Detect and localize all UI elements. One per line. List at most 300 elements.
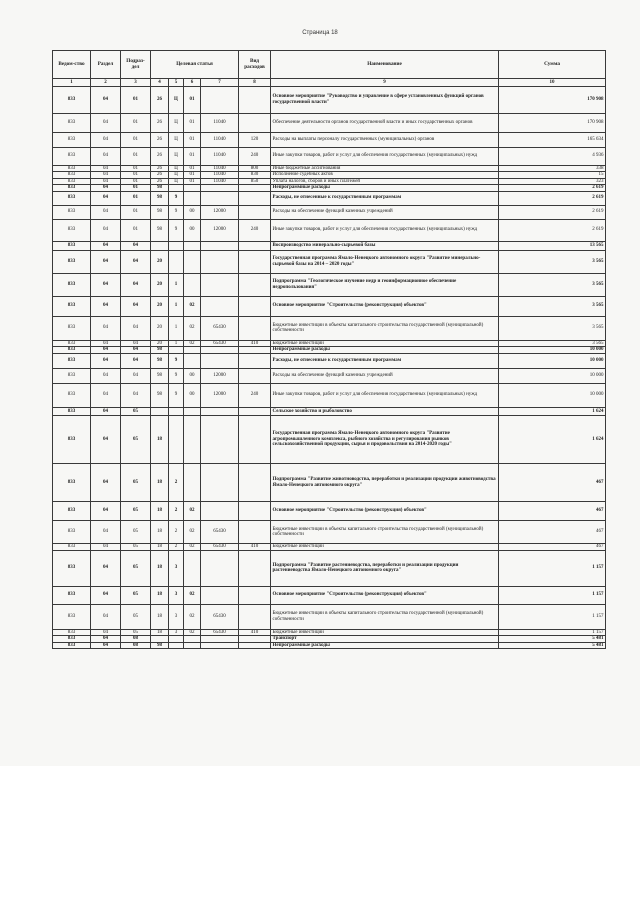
- cell-event: [184, 416, 201, 464]
- cell-vid: 410: [239, 629, 271, 636]
- cell-vid: [239, 273, 271, 296]
- cell-ved: 833: [53, 586, 91, 604]
- cell-name: Бюджетные инвестиции в объекты капитального строительства государственной (муниципальной) собственности: [271, 604, 499, 629]
- col-number: 1: [53, 79, 91, 87]
- cell-direction: [201, 642, 239, 649]
- cell-razdel: 04: [91, 241, 121, 250]
- cell-sum: 467: [499, 521, 606, 544]
- cell-sum: 2 619: [499, 219, 606, 241]
- cell-direction: [201, 273, 239, 296]
- cell-sum: 3 565: [499, 250, 606, 273]
- budget-table: [52, 50, 606, 649]
- cell-subprogram: 1: [169, 296, 184, 316]
- cell-ved: 833: [53, 368, 91, 383]
- cell-vid: [239, 604, 271, 629]
- cell-razdel: 04: [91, 383, 121, 407]
- cell-event: [184, 273, 201, 296]
- cell-razdel: 04: [91, 165, 121, 172]
- table-row: [53, 219, 606, 241]
- cell-name: Обеспечение деятельности органов государственной власти и иных государственных органов: [271, 113, 499, 132]
- cell-vid: 120: [239, 132, 271, 147]
- table-row: [53, 383, 606, 407]
- col-number: 10: [499, 79, 606, 87]
- cell-event: 00: [184, 383, 201, 407]
- cell-name: Бюджетные инвестиции в объекты капитального строительства государственной (муниципальной) собственности: [271, 316, 499, 340]
- cell-event: 02: [184, 544, 201, 551]
- cell-name: Основное мероприятие "Строительство (реконструкция) объектов": [271, 586, 499, 604]
- cell-razdel: 04: [91, 185, 121, 192]
- cell-sum: 323: [499, 178, 606, 185]
- cell-event: 02: [184, 502, 201, 521]
- cell-program: 98: [151, 642, 169, 649]
- table-row: [53, 273, 606, 296]
- cell-razdel: 04: [91, 172, 121, 179]
- cell-podrazdel: 05: [121, 502, 151, 521]
- cell-ved: 833: [53, 205, 91, 219]
- cell-ved: 833: [53, 241, 91, 250]
- cell-sum: 170 908: [499, 113, 606, 132]
- header-sum: Сумма: [499, 51, 606, 79]
- cell-ved: 833: [53, 636, 91, 643]
- cell-subprogram: 2: [169, 544, 184, 551]
- cell-event: [184, 191, 201, 205]
- cell-sum: 4 936: [499, 147, 606, 165]
- cell-event: 01: [184, 113, 201, 132]
- cell-event: [184, 464, 201, 502]
- cell-podrazdel: 05: [121, 544, 151, 551]
- cell-vid: 850: [239, 178, 271, 185]
- cell-direction: 11040: [201, 165, 239, 172]
- cell-program: 18: [151, 521, 169, 544]
- cell-razdel: 04: [91, 340, 121, 347]
- cell-subprogram: 1: [169, 340, 184, 347]
- cell-podrazdel: 05: [121, 604, 151, 629]
- cell-event: 00: [184, 205, 201, 219]
- cell-ved: 833: [53, 316, 91, 340]
- table-row: [53, 407, 606, 416]
- table-row: [53, 316, 606, 340]
- cell-sum: 467: [499, 464, 606, 502]
- cell-subprogram: Ц: [169, 172, 184, 179]
- cell-podrazdel: 01: [121, 178, 151, 185]
- table-row: [53, 191, 606, 205]
- cell-name: Государственная программа Ямало-Ненецкого автономного округа "Развитие минерально-сырьевой базы на 2014 – 2020 годы": [271, 250, 499, 273]
- cell-podrazdel: 01: [121, 132, 151, 147]
- cell-podrazdel: 01: [121, 185, 151, 192]
- cell-subprogram: 2: [169, 464, 184, 502]
- cell-direction: [201, 502, 239, 521]
- cell-name: Бюджетные инвестиции: [271, 340, 499, 347]
- cell-event: 01: [184, 147, 201, 165]
- cell-name: Бюджетные инвестиции: [271, 629, 499, 636]
- cell-vid: 240: [239, 219, 271, 241]
- cell-podrazdel: 05: [121, 550, 151, 586]
- cell-program: [151, 241, 169, 250]
- cell-sum: 3 565: [499, 296, 606, 316]
- table-row: [53, 241, 606, 250]
- cell-sum: 1 624: [499, 407, 606, 416]
- cell-direction: [201, 353, 239, 368]
- cell-direction: 11040: [201, 172, 239, 179]
- table-row: [53, 296, 606, 316]
- cell-name: Расходы на выплаты персоналу государственных (муниципальных) органов: [271, 132, 499, 147]
- cell-razdel: 04: [91, 604, 121, 629]
- col-number: 5: [169, 79, 184, 87]
- cell-name: Воспроизводство минерально-сырьевой базы: [271, 241, 499, 250]
- cell-vid: 800: [239, 165, 271, 172]
- cell-ved: 833: [53, 416, 91, 464]
- cell-podrazdel: 04: [121, 340, 151, 347]
- cell-subprogram: [169, 642, 184, 649]
- cell-program: 98: [151, 219, 169, 241]
- cell-razdel: 04: [91, 502, 121, 521]
- cell-sum: 10 000: [499, 368, 606, 383]
- cell-razdel: 04: [91, 316, 121, 340]
- cell-sum: 5 481: [499, 636, 606, 643]
- cell-ved: 833: [53, 604, 91, 629]
- cell-razdel: 04: [91, 368, 121, 383]
- cell-vid: 410: [239, 340, 271, 347]
- cell-direction: 12000: [201, 368, 239, 383]
- cell-name: Иные закупки товаров, работ и услуг для обеспечения государственных (муниципальных) нужд: [271, 219, 499, 241]
- cell-direction: 12000: [201, 219, 239, 241]
- table-row: [53, 416, 606, 464]
- cell-razdel: 04: [91, 219, 121, 241]
- cell-program: 26: [151, 132, 169, 147]
- cell-vid: 410: [239, 544, 271, 551]
- table-row: [53, 550, 606, 586]
- cell-ved: 833: [53, 502, 91, 521]
- col-number: 2: [91, 79, 121, 87]
- cell-program: 20: [151, 340, 169, 347]
- col-number: 9: [271, 79, 499, 87]
- table-row: [53, 250, 606, 273]
- cell-subprogram: 3: [169, 550, 184, 586]
- cell-podrazdel: 01: [121, 191, 151, 205]
- cell-direction: 12000: [201, 205, 239, 219]
- cell-ved: 833: [53, 250, 91, 273]
- cell-program: 20: [151, 296, 169, 316]
- cell-sum: 1 157: [499, 604, 606, 629]
- cell-event: 02: [184, 316, 201, 340]
- cell-event: 01: [184, 165, 201, 172]
- cell-event: 02: [184, 586, 201, 604]
- cell-event: [184, 241, 201, 250]
- cell-direction: 65430: [201, 544, 239, 551]
- cell-event: [184, 250, 201, 273]
- cell-podrazdel: 08: [121, 636, 151, 643]
- cell-ved: 833: [53, 642, 91, 649]
- cell-sum: 3 565: [499, 340, 606, 347]
- cell-podrazdel: 05: [121, 407, 151, 416]
- cell-subprogram: 3: [169, 586, 184, 604]
- cell-name: Основное мероприятие "Руководство и управление в сфере установленных функций органов государственной власти": [271, 86, 499, 113]
- cell-podrazdel: 04: [121, 353, 151, 368]
- cell-podrazdel: 04: [121, 368, 151, 383]
- cell-vid: [239, 191, 271, 205]
- cell-subprogram: 9: [169, 219, 184, 241]
- cell-podrazdel: 04: [121, 296, 151, 316]
- cell-subprogram: 9: [169, 205, 184, 219]
- table-row: [53, 205, 606, 219]
- table-row: [53, 147, 606, 165]
- cell-sum: 10 000: [499, 383, 606, 407]
- cell-subprogram: 1: [169, 316, 184, 340]
- cell-sum: 467: [499, 502, 606, 521]
- cell-sum: 2 619: [499, 185, 606, 192]
- cell-vid: [239, 296, 271, 316]
- cell-name: Иные закупки товаров, работ и услуг для обеспечения государственных (муниципальных) нужд: [271, 147, 499, 165]
- cell-subprogram: Ц: [169, 132, 184, 147]
- cell-podrazdel: 01: [121, 147, 151, 165]
- cell-direction: [201, 586, 239, 604]
- cell-razdel: 04: [91, 132, 121, 147]
- cell-event: [184, 550, 201, 586]
- blank-area: [0, 766, 640, 905]
- cell-ved: 833: [53, 165, 91, 172]
- cell-vid: [239, 86, 271, 113]
- cell-vid: [239, 368, 271, 383]
- cell-program: 26: [151, 147, 169, 165]
- table-row: [53, 86, 606, 113]
- cell-name: Основное мероприятие "Строительство (реконструкция) объектов": [271, 296, 499, 316]
- cell-subprogram: 3: [169, 629, 184, 636]
- cell-program: 20: [151, 250, 169, 273]
- cell-vid: [239, 353, 271, 368]
- column-numbers-row: [53, 79, 606, 87]
- cell-event: 02: [184, 296, 201, 316]
- cell-vid: [239, 642, 271, 649]
- cell-direction: 65430: [201, 521, 239, 544]
- header-razdel: Раздел: [91, 51, 121, 79]
- cell-podrazdel: 01: [121, 113, 151, 132]
- cell-event: 02: [184, 521, 201, 544]
- cell-direction: 65430: [201, 604, 239, 629]
- cell-subprogram: Ц: [169, 165, 184, 172]
- cell-ved: 833: [53, 86, 91, 113]
- cell-vid: 240: [239, 147, 271, 165]
- cell-razdel: 04: [91, 273, 121, 296]
- cell-name: Транспорт: [271, 636, 499, 643]
- cell-podrazdel: 04: [121, 347, 151, 354]
- cell-podrazdel: 04: [121, 241, 151, 250]
- cell-razdel: 04: [91, 464, 121, 502]
- cell-direction: 65430: [201, 340, 239, 347]
- cell-program: 20: [151, 316, 169, 340]
- cell-ved: 833: [53, 172, 91, 179]
- cell-program: 98: [151, 191, 169, 205]
- cell-podrazdel: 05: [121, 586, 151, 604]
- cell-event: 00: [184, 219, 201, 241]
- cell-vid: [239, 407, 271, 416]
- cell-vid: [239, 316, 271, 340]
- cell-podrazdel: 01: [121, 219, 151, 241]
- cell-name: Подпрограмма "Геологическое изучение недр и геоинформационное обеспечение недропользования": [271, 273, 499, 296]
- cell-podrazdel: 05: [121, 464, 151, 502]
- cell-event: 02: [184, 629, 201, 636]
- cell-subprogram: [169, 407, 184, 416]
- header-name: Наименование: [271, 51, 499, 79]
- cell-direction: [201, 416, 239, 464]
- cell-name: Бюджетные инвестиции: [271, 544, 499, 551]
- cell-sum: 2 619: [499, 191, 606, 205]
- cell-event: 02: [184, 604, 201, 629]
- cell-program: 26: [151, 86, 169, 113]
- cell-subprogram: [169, 250, 184, 273]
- cell-subprogram: Ц: [169, 86, 184, 113]
- cell-subprogram: [169, 241, 184, 250]
- cell-ved: 833: [53, 353, 91, 368]
- cell-program: 98: [151, 205, 169, 219]
- cell-podrazdel: 01: [121, 86, 151, 113]
- cell-name: Исполнение судебных актов: [271, 172, 499, 179]
- cell-sum: 170 908: [499, 86, 606, 113]
- cell-ved: 833: [53, 521, 91, 544]
- cell-podrazdel: 04: [121, 316, 151, 340]
- cell-sum: 1 157: [499, 586, 606, 604]
- cell-program: 98: [151, 368, 169, 383]
- cell-ved: 833: [53, 132, 91, 147]
- cell-event: 01: [184, 178, 201, 185]
- cell-vid: [239, 113, 271, 132]
- cell-name: Уплата налогов, сборов и иных платежей: [271, 178, 499, 185]
- cell-direction: [201, 241, 239, 250]
- cell-event: 01: [184, 132, 201, 147]
- cell-program: 18: [151, 502, 169, 521]
- cell-sum: 10 000: [499, 353, 606, 368]
- cell-vid: [239, 241, 271, 250]
- cell-razdel: 04: [91, 147, 121, 165]
- cell-event: 00: [184, 368, 201, 383]
- cell-name: Подпрограмма "Развитие животноводства, переработки и реализации продукции животноводства Ямало-Ненецкого автономного округа": [271, 464, 499, 502]
- cell-vid: [239, 502, 271, 521]
- table-row: [53, 464, 606, 502]
- cell-razdel: 04: [91, 544, 121, 551]
- cell-direction: [201, 550, 239, 586]
- cell-program: 18: [151, 544, 169, 551]
- cell-razdel: 04: [91, 86, 121, 113]
- cell-podrazdel: 05: [121, 416, 151, 464]
- cell-vid: [239, 205, 271, 219]
- cell-podrazdel: 01: [121, 172, 151, 179]
- cell-subprogram: Ц: [169, 147, 184, 165]
- table-row: [53, 521, 606, 544]
- cell-sum: 5 481: [499, 642, 606, 649]
- cell-razdel: 04: [91, 296, 121, 316]
- cell-ved: 833: [53, 464, 91, 502]
- cell-name: Непрограммные расходы: [271, 642, 499, 649]
- cell-ved: 833: [53, 185, 91, 192]
- cell-vid: [239, 464, 271, 502]
- cell-sum: 467: [499, 544, 606, 551]
- cell-razdel: 04: [91, 205, 121, 219]
- cell-podrazdel: 04: [121, 273, 151, 296]
- cell-program: [151, 407, 169, 416]
- cell-direction: [201, 86, 239, 113]
- cell-razdel: 04: [91, 550, 121, 586]
- cell-subprogram: [169, 416, 184, 464]
- cell-subprogram: 9: [169, 353, 184, 368]
- cell-direction: [201, 191, 239, 205]
- col-number: 4: [151, 79, 169, 87]
- cell-razdel: 04: [91, 521, 121, 544]
- cell-ved: 833: [53, 219, 91, 241]
- header-celevaya: Целевая статья: [151, 51, 239, 79]
- cell-program: 98: [151, 185, 169, 192]
- cell-name: Расходы, не отнесенные к государственным программам: [271, 191, 499, 205]
- cell-sum: 10 000: [499, 347, 606, 354]
- cell-ved: 833: [53, 191, 91, 205]
- cell-razdel: 04: [91, 407, 121, 416]
- cell-sum: 1 157: [499, 550, 606, 586]
- col-number: 8: [239, 79, 271, 87]
- cell-direction: 11040: [201, 147, 239, 165]
- cell-ved: 833: [53, 178, 91, 185]
- cell-program: 18: [151, 416, 169, 464]
- cell-ved: 833: [53, 296, 91, 316]
- cell-subprogram: 9: [169, 191, 184, 205]
- cell-sum: 1 624: [499, 416, 606, 464]
- header-ved: Ведом-ство: [53, 51, 91, 79]
- cell-podrazdel: 01: [121, 205, 151, 219]
- cell-event: 01: [184, 86, 201, 113]
- cell-program: 20: [151, 273, 169, 296]
- cell-name: Расходы на обеспечение функций казенных учреждений: [271, 205, 499, 219]
- cell-direction: [201, 296, 239, 316]
- cell-subprogram: 2: [169, 502, 184, 521]
- cell-name: Подпрограмма "Развитие растениеводства, переработки и реализации продукции растениеводства Ямало-Ненецкого автономного округа": [271, 550, 499, 586]
- cell-event: [184, 353, 201, 368]
- cell-event: [184, 642, 201, 649]
- table-row: [53, 642, 606, 649]
- cell-program: 18: [151, 604, 169, 629]
- cell-ved: 833: [53, 629, 91, 636]
- cell-vid: [239, 250, 271, 273]
- cell-name: Непрограммные расходы: [271, 185, 499, 192]
- cell-ved: 833: [53, 383, 91, 407]
- cell-subprogram: Ц: [169, 178, 184, 185]
- cell-subprogram: 9: [169, 383, 184, 407]
- cell-ved: 833: [53, 113, 91, 132]
- cell-ved: 833: [53, 550, 91, 586]
- cell-razdel: 04: [91, 636, 121, 643]
- cell-name: Основное мероприятие "Строительство (реконструкция) объектов": [271, 502, 499, 521]
- cell-subprogram: 9: [169, 368, 184, 383]
- cell-ved: 833: [53, 347, 91, 354]
- cell-direction: 65430: [201, 316, 239, 340]
- cell-direction: [201, 250, 239, 273]
- cell-program: 98: [151, 353, 169, 368]
- cell-vid: [239, 586, 271, 604]
- cell-vid: 240: [239, 383, 271, 407]
- cell-razdel: 04: [91, 113, 121, 132]
- cell-program: 18: [151, 464, 169, 502]
- cell-program: 18: [151, 550, 169, 586]
- cell-ved: 833: [53, 340, 91, 347]
- cell-name: Непрограммные расходы: [271, 347, 499, 354]
- cell-razdel: 04: [91, 191, 121, 205]
- cell-direction: 11040: [201, 132, 239, 147]
- header-vid: Вид расходов: [239, 51, 271, 79]
- cell-name: Иные закупки товаров, работ и услуг для обеспечения государственных (муниципальных) нужд: [271, 383, 499, 407]
- col-number: 7: [201, 79, 239, 87]
- cell-name: Государственная программа Ямало-Ненецкого автономного округа "Развитие агропромышленного комплекса, рыбного хозяйства и регулирования рынков сельскохозяйственной продукции, сырья и продовольствия на 2014-2020 годы": [271, 416, 499, 464]
- cell-ved: 833: [53, 407, 91, 416]
- cell-direction: 11040: [201, 178, 239, 185]
- cell-direction: 12000: [201, 383, 239, 407]
- cell-subprogram: 3: [169, 604, 184, 629]
- cell-ved: 833: [53, 273, 91, 296]
